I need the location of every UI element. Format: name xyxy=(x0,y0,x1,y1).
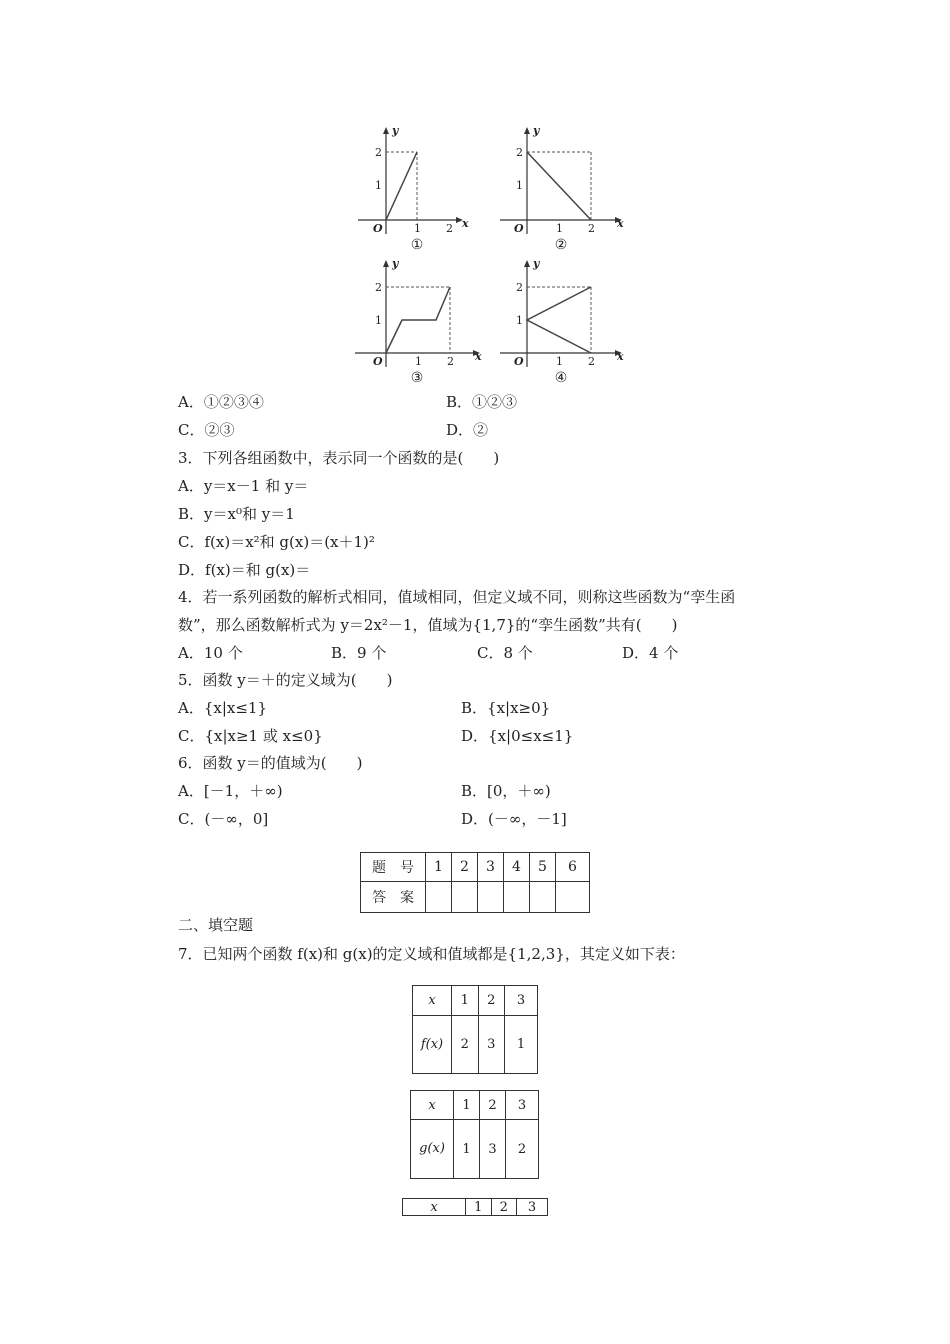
y-label: y xyxy=(533,257,540,270)
x-label: x xyxy=(617,350,624,363)
q4-option-a: A．10 个 xyxy=(178,644,243,662)
table-f-value: 3 xyxy=(478,1016,505,1074)
y-tick-2: 2 xyxy=(516,146,523,159)
q5-stem: 5．函数 y＝＋的定义域为( ) xyxy=(178,671,393,689)
x-label: x xyxy=(475,350,482,363)
x-tick-2: 2 xyxy=(446,222,453,235)
graph-2 xyxy=(500,124,628,236)
x-label: x xyxy=(617,217,624,230)
table-g-x-value: 3 xyxy=(506,1091,539,1120)
table-g-x-row xyxy=(411,1091,539,1120)
table-f-x-label: x xyxy=(413,986,452,1016)
x-label: x xyxy=(462,217,469,230)
question-number: 3 xyxy=(478,853,504,882)
y-axis-arrow xyxy=(524,127,530,134)
table-g-value-row xyxy=(411,1120,539,1179)
table-g-x-value: 2 xyxy=(480,1091,506,1120)
graph-2-svg xyxy=(500,124,628,236)
table-f-x-value: 1 xyxy=(452,986,479,1016)
q7-stem: 7．已知两个函数 f(x)和 g(x)的定义域和值域都是{1,2,3}，其定义如下表： xyxy=(178,945,685,963)
q5-option-c: C．{x|x≥1 或 x≤0} xyxy=(178,727,323,745)
x-tick-2: 2 xyxy=(588,355,595,368)
table-f-x-value: 2 xyxy=(478,986,505,1016)
origin-label: O xyxy=(373,222,383,235)
q5-option-b: B．{x|x≥0} xyxy=(461,699,551,717)
y-tick-2: 2 xyxy=(375,281,382,294)
y-tick-2: 2 xyxy=(516,281,523,294)
q2-option-a: A．①②③④ xyxy=(178,393,264,411)
table-h-x-value: 2 xyxy=(491,1199,517,1216)
function-graph xyxy=(527,287,591,353)
answer-table-header-row xyxy=(361,853,590,882)
q6-option-a: A．[－1，＋∞) xyxy=(178,782,283,800)
graph-4 xyxy=(500,257,628,369)
x-tick-1: 1 xyxy=(414,222,421,235)
table-g-value: 1 xyxy=(454,1120,480,1179)
table-g-label: g(x) xyxy=(411,1120,454,1179)
function-graph xyxy=(386,287,450,353)
y-label: y xyxy=(392,257,399,270)
q2-option-b: B．①②③ xyxy=(446,393,518,411)
x-tick-1: 1 xyxy=(415,355,422,368)
table-f-label: f(x) xyxy=(413,1016,452,1074)
q3-option-c: C．f(x)＝x²和 g(x)＝(x＋1)² xyxy=(178,533,375,551)
graph-3 xyxy=(355,257,485,369)
q4-option-d: D．4 个 xyxy=(622,644,679,662)
q6-stem: 6．函数 y＝的值域为( ) xyxy=(178,754,363,772)
graph-4-svg xyxy=(500,257,628,369)
graph-1-svg xyxy=(358,124,468,236)
graph-3-caption: ③ xyxy=(410,370,424,386)
question-number: 5 xyxy=(530,853,556,882)
table-g-value: 2 xyxy=(506,1120,539,1179)
table-f-x-row xyxy=(413,986,538,1016)
graph-4-caption: ④ xyxy=(554,370,568,386)
q4-stem-line-2: 数”，那么函数解析式为 y＝2x²－1，值域为{1,7}的“孪生函数”共有( ) xyxy=(178,616,678,634)
graph-1 xyxy=(358,124,468,236)
x-tick-1: 1 xyxy=(556,355,563,368)
answer-cell[interactable] xyxy=(478,882,504,913)
question-number: 6 xyxy=(556,853,590,882)
y-tick-1: 1 xyxy=(375,179,382,192)
q3-stem: 3．下列各组函数中，表示同一个函数的是( ) xyxy=(178,449,500,467)
table-h-x-row xyxy=(403,1199,548,1216)
question-number: 1 xyxy=(426,853,452,882)
table-f-value-row xyxy=(413,1016,538,1074)
answer-cell[interactable] xyxy=(426,882,452,913)
y-axis-arrow xyxy=(524,260,530,267)
table-h-x-label: x xyxy=(403,1199,466,1216)
answer-cell[interactable] xyxy=(530,882,556,913)
function-graph xyxy=(527,152,591,220)
table-f xyxy=(412,985,538,1074)
answer-table-header-label: 题 号 xyxy=(361,853,426,882)
table-g-x-label: x xyxy=(411,1091,454,1120)
q5-option-d: D．{x|0≤x≤1} xyxy=(461,727,574,745)
table-h-x-value: 3 xyxy=(517,1199,548,1216)
y-label: y xyxy=(392,124,399,137)
answer-table xyxy=(360,852,590,913)
answer-table-answer-row xyxy=(361,882,590,913)
answer-table-row-label: 答 案 xyxy=(361,882,426,913)
answer-cell[interactable] xyxy=(452,882,478,913)
function-graph xyxy=(386,152,417,220)
x-tick-2: 2 xyxy=(588,222,595,235)
y-tick-2: 2 xyxy=(375,146,382,159)
q4-option-c: C．8 个 xyxy=(477,644,533,662)
origin-label: O xyxy=(514,355,524,368)
answer-cell[interactable] xyxy=(504,882,530,913)
question-number: 4 xyxy=(504,853,530,882)
q6-option-d: D．(－∞，－1] xyxy=(461,810,567,828)
graph-2-caption: ② xyxy=(554,237,568,253)
y-tick-1: 1 xyxy=(516,314,523,327)
q4-stem-line-1: 4．若一系列函数的解析式相同，值域相同，但定义域不同，则称这些函数为“孪生函 xyxy=(178,588,736,606)
q5-option-a: A．{x|x≤1} xyxy=(178,699,268,717)
section-heading: 二、填空题 xyxy=(178,916,254,934)
q6-option-b: B．[0，＋∞) xyxy=(461,782,551,800)
q2-option-c: C．②③ xyxy=(178,421,235,439)
graph-1-caption: ① xyxy=(410,237,424,253)
graph-3-svg xyxy=(355,257,485,369)
q4-option-b: B．9 个 xyxy=(331,644,387,662)
origin-label: O xyxy=(373,355,383,368)
question-number: 2 xyxy=(452,853,478,882)
table-f-value: 2 xyxy=(452,1016,479,1074)
answer-cell[interactable] xyxy=(556,882,590,913)
x-tick-1: 1 xyxy=(556,222,563,235)
table-g-x-value: 1 xyxy=(454,1091,480,1120)
origin-label: O xyxy=(514,222,524,235)
y-tick-1: 1 xyxy=(516,179,523,192)
table-g-value: 3 xyxy=(480,1120,506,1179)
y-label: y xyxy=(533,124,540,137)
y-axis-arrow xyxy=(383,127,389,134)
q3-option-a: A．y＝x－1 和 y＝ xyxy=(178,477,309,495)
table-h-x-value: 1 xyxy=(466,1199,492,1216)
table-f-x-value: 3 xyxy=(505,986,538,1016)
table-h xyxy=(402,1198,548,1216)
q2-option-d: D．② xyxy=(446,421,489,439)
table-f-value: 1 xyxy=(505,1016,538,1074)
table-g xyxy=(410,1090,539,1179)
q6-option-c: C．(－∞，0] xyxy=(178,810,269,828)
q3-option-b: B．y＝x⁰和 y＝1 xyxy=(178,505,295,523)
y-tick-1: 1 xyxy=(375,314,382,327)
y-axis-arrow xyxy=(383,260,389,267)
q3-option-d: D．f(x)＝和 g(x)＝ xyxy=(178,561,311,579)
x-tick-2: 2 xyxy=(447,355,454,368)
